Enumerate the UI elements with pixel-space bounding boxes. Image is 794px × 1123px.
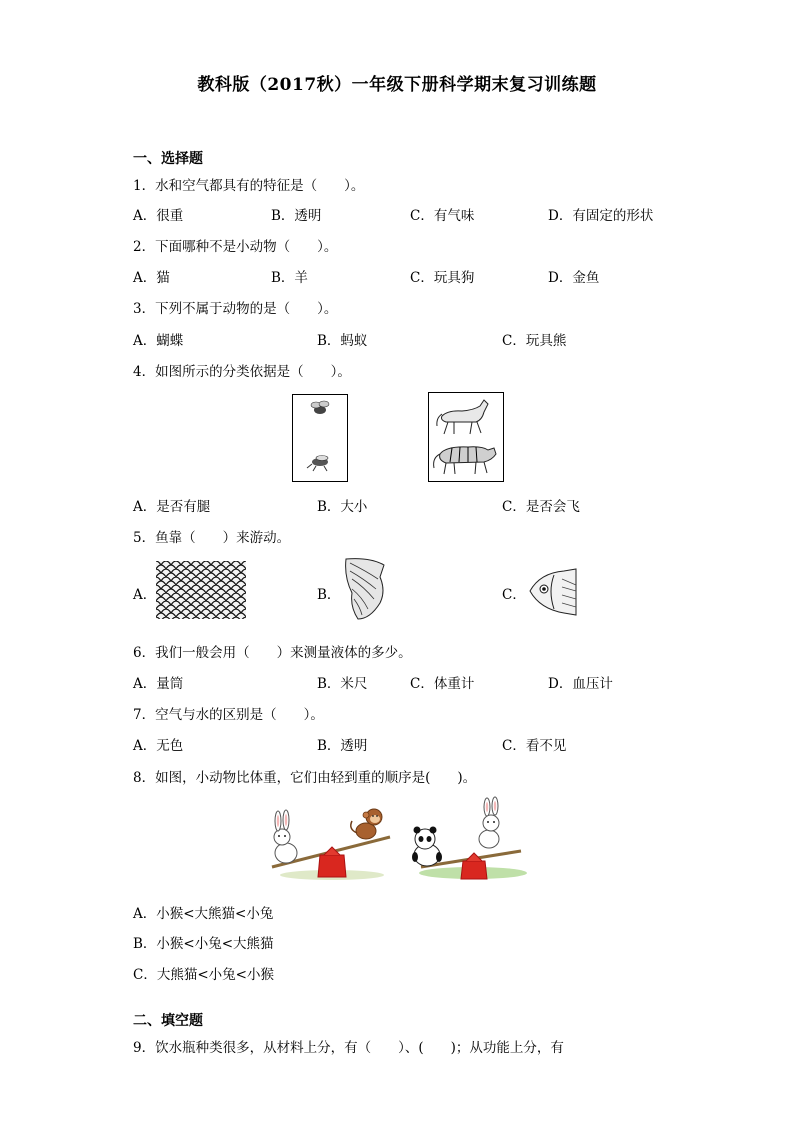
q7-option-b[interactable]: B．透明 <box>317 738 368 754</box>
question-5-stem: 5．鱼靠（ ）来游动。 <box>133 530 291 546</box>
q5-option-a[interactable]: A． <box>133 587 157 603</box>
q6-option-c[interactable]: C．体重计 <box>410 676 475 692</box>
q4-option-c[interactable]: C．是否会飞 <box>502 499 580 515</box>
fish-fin-image <box>340 557 390 621</box>
seesaw-rabbit-monkey <box>262 795 398 881</box>
q3-option-c[interactable]: C．玩具熊 <box>502 333 567 349</box>
q6-option-b[interactable]: B．米尺 <box>317 676 368 692</box>
seesaw-panda-rabbit <box>405 795 531 881</box>
q2-option-b[interactable]: B．羊 <box>271 270 308 286</box>
fish-scales-image <box>156 561 246 619</box>
section-heading-fill: 二、填空题 <box>133 1013 203 1029</box>
q8-option-c[interactable]: C．大熊猫<小兔<小猴 <box>133 967 274 983</box>
q3-option-b[interactable]: B．蚂蚁 <box>317 333 368 349</box>
q5-option-b[interactable]: B． <box>317 587 341 603</box>
q7-option-a[interactable]: A．无色 <box>133 738 184 754</box>
question-7-stem: 7．空气与水的区别是（ ）。 <box>133 707 324 723</box>
q5-option-c[interactable]: C． <box>502 587 526 603</box>
q7-option-c[interactable]: C．看不见 <box>502 738 567 754</box>
question-9-stem: 9．饮水瓶种类很多，从材料上分，有（ ）、( )；从功能上分，有 <box>133 1040 564 1056</box>
q8-option-b[interactable]: B．小猴<小兔<大熊猫 <box>133 936 274 952</box>
legged-animals-box <box>428 392 504 482</box>
q1-option-a[interactable]: A．很重 <box>133 208 184 224</box>
monkey-icon <box>351 809 382 839</box>
q2-option-d[interactable]: D．金鱼 <box>548 270 600 286</box>
question-3-stem: 3．下列不属于动物的是（ ）。 <box>133 301 338 317</box>
section-heading-choice: 一、选择题 <box>133 151 203 167</box>
q3-option-a[interactable]: A．蝴蝶 <box>133 333 184 349</box>
question-1-stem: 1．水和空气都具有的特征是（ ）。 <box>133 178 365 194</box>
flying-animals-box <box>292 394 348 482</box>
page-title: 教科版（2017秋）一年级下册科学期末复习训练题 <box>197 75 597 95</box>
rabbit-icon <box>479 797 499 848</box>
q1-option-d[interactable]: D．有固定的形状 <box>548 208 654 224</box>
q8-option-a[interactable]: A．小猴<大熊猫<小兔 <box>133 906 274 922</box>
question-2-stem: 2．下面哪种不是小动物（ ）。 <box>133 239 338 255</box>
panda-icon <box>412 827 442 867</box>
q2-option-c[interactable]: C．玩具狗 <box>410 270 475 286</box>
fish-head-image <box>528 565 578 619</box>
q4-option-b[interactable]: B．大小 <box>317 499 368 515</box>
q4-option-a[interactable]: A．是否有腿 <box>133 499 211 515</box>
question-6-stem: 6．我们一般会用（ ）来测量液体的多少。 <box>133 645 412 661</box>
q2-option-a[interactable]: A．猫 <box>133 270 170 286</box>
rabbit-icon <box>274 810 297 863</box>
q6-option-d[interactable]: D．血压计 <box>548 676 613 692</box>
q1-option-b[interactable]: B．透明 <box>271 208 322 224</box>
question-8-stem: 8．如图，小动物比体重，它们由轻到重的顺序是( )。 <box>133 770 477 786</box>
q6-option-a[interactable]: A．量筒 <box>133 676 184 692</box>
question-4-stem: 4．如图所示的分类依据是（ ）。 <box>133 364 351 380</box>
q1-option-c[interactable]: C．有气味 <box>410 208 475 224</box>
